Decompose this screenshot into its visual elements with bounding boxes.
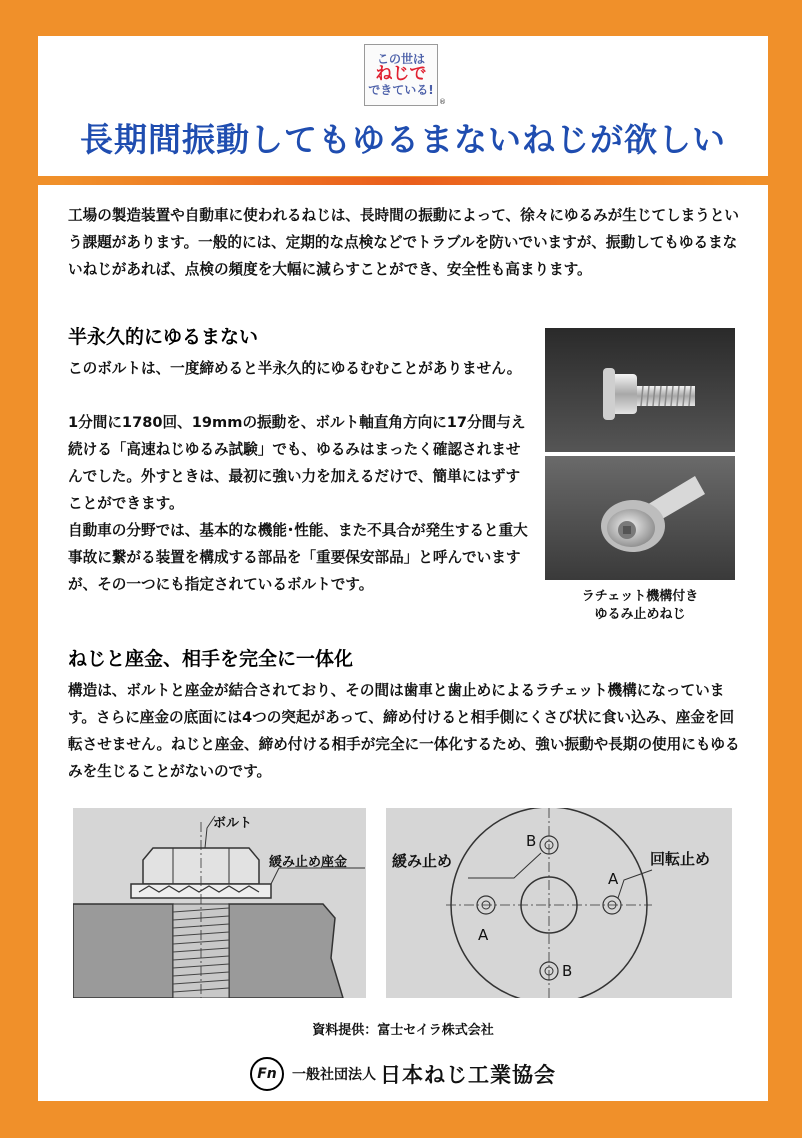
label-point-a-left: A [478,926,489,944]
caption-line-1: ラチェット機構付き [581,589,699,604]
label-loosening-stop: 緩み止め [392,852,453,870]
label-point-b-bottom: B [562,962,573,980]
photo-caption [545,588,735,624]
series-logo [364,44,438,106]
association-name: 日本ねじ工業協会 [380,1063,556,1087]
bolt-side-illustration [545,328,735,452]
logo-line-2: ねじで [375,64,427,85]
association-footer [250,1056,556,1092]
association-logo-icon: Fn [250,1057,284,1091]
section1-paragraph-3: 自動車の分野では、基本的な機能･性能、また不具合が発生すると重大事故に繋がる装置を構成する部品を「重要保安部品」と呼んでいますが、その一つにも指定されているボルトです。 [68,522,528,593]
washer-plan-drawing [386,808,732,998]
label-rotation-stop: 回転止め [650,850,711,868]
section1-paragraph-2: 1分間に1780回、19mmの振動を、ボルト軸直角方向に17分間与え続ける「高速ねじゆるみ試験」でも、ゆるみはまったく確認されませんでした。外すときは、最初に強い力を加えるだけで、簡単にはずすことができます。 [68,414,526,512]
bolt-cross-section-diagram [73,808,366,998]
caption-line-2: ゆるみ止めねじ [594,607,686,622]
section-heading-integration: ねじと座金、相手を完全に一体化 [68,648,354,670]
registered-mark: ® [439,98,446,106]
bolt-photo-head [545,456,735,580]
logo-line-3: できている! [368,82,434,97]
material-credit: 資料提供：富士セイラ株式会社 [312,1023,494,1038]
label-point-a-right: A [608,870,619,888]
page-title: 長期間振動してもゆるまないねじが欲しい [80,120,726,159]
label-bolt: ボルト [213,816,253,831]
title-underline [60,177,750,185]
washer-plan-diagram [386,808,732,998]
association-prefix: 一般社団法人 [292,1067,376,1083]
section2-paragraph: 構造は、ボルトと座金が結合されており、その間は歯車と歯止めによるラチェット機構になっています。さらに座金の底面には4つの突起があって、締め付けると相手側にくさび状に食い込み、座金を回転させません。ねじと座金、締め付ける相手が完全に一体化するため、強い振動や長期の使用にもゆるみを生じることがないのです。 [68,682,740,780]
intro-paragraph: 工場の製造装置や自動車に使われるねじは、長時間の振動によって、徐々にゆるみが生じてしまうという課題があります。一般的には、定期的な点検などでトラブルを防いでいますが、振動してもゆるまないねじがあれば、点検の頻度を大幅に減らすことができ、安全性も高まります。 [68,207,740,278]
section-heading-semi-permanent: 半永久的にゆるまない [68,326,259,348]
label-point-b-top: B [526,832,537,850]
bolt-photo-side [545,328,735,452]
cross-section-drawing [73,808,366,998]
logo-line-1: この世は [376,52,425,67]
label-locking-washer: 緩み止め座金 [269,855,348,870]
bolt-head-illustration [545,456,735,580]
section1-paragraph-1: このボルトは、一度締めると半永久的にゆるむむことがありません。 [68,360,522,377]
